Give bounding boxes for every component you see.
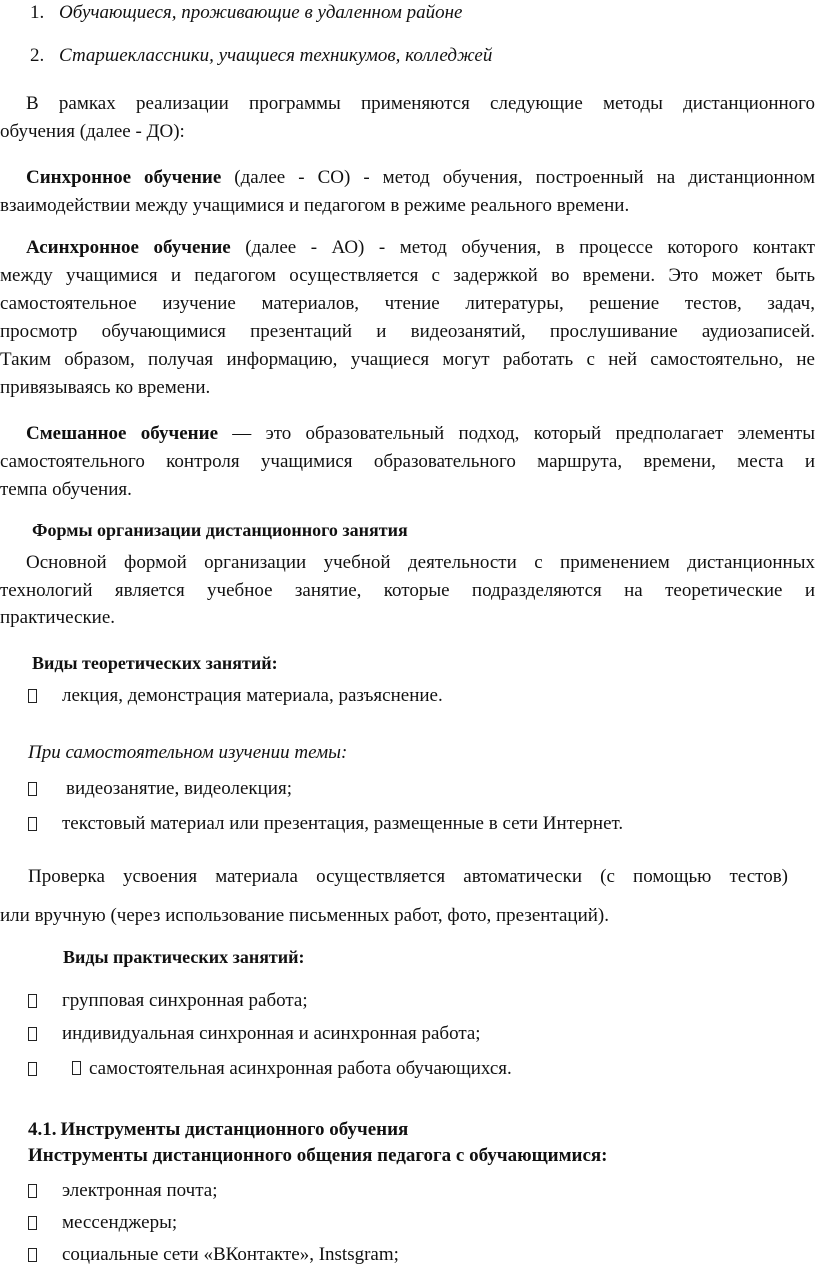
mixed-line: самостоятельного контроля учащимися образовательного маршрута, времени, места и — [0, 451, 815, 472]
self-study-list-item: текстовый материал или презентация, размещенные в сети Интернет. — [62, 813, 624, 834]
bullet-box-icon — [72, 1061, 81, 1075]
bullet-box-icon — [28, 782, 37, 796]
list-number: 1. — [30, 2, 45, 23]
bullet-box-icon — [28, 1062, 37, 1076]
theory-heading: Виды теоретических занятий: — [32, 653, 278, 673]
sync-first-line — [0, 167, 815, 189]
tools-list-item: социальные сети «ВКонтакте», Instsgram; — [62, 1244, 399, 1265]
practice-heading: Виды практических занятий: — [63, 947, 305, 967]
self-study-heading: При самостоятельном изучении темы: — [28, 742, 348, 763]
list-text: Обучающиеся, проживающие в удаленном районе — [59, 2, 463, 23]
theory-list-item: лекция, демонстрация материала, разъяснение. — [62, 685, 443, 706]
practice-list-item-3 — [72, 1058, 512, 1080]
tools-heading-line — [28, 1119, 408, 1141]
self-study-list-item: видеозанятие, видеолекция; — [66, 778, 292, 799]
tools-list-item: мессенджеры; — [62, 1212, 178, 1233]
mixed-term: Смешанное обучение — [26, 423, 218, 444]
ordered-list-item-2 — [30, 45, 492, 67]
forms-line: практические. — [0, 607, 116, 628]
bullet-box-icon — [28, 689, 37, 703]
forms-line: технологий является учебное занятие, которые подразделяются на теоретические и — [0, 580, 815, 601]
async-line: самостоятельное изучение материалов, чтение литературы, решение тестов, задач, — [0, 293, 815, 314]
practice-list-item: индивидуальная синхронная и асинхронная работа; — [62, 1023, 481, 1044]
intro-line: В рамках реализации программы применяются следующие методы дистанционного — [26, 93, 815, 114]
async-line: между учащимися и педагогом осуществляется с задержкой во времени. Это может быть — [0, 265, 815, 286]
mixed-line: темпа обучения. — [0, 479, 132, 500]
section-number: 4.1. — [28, 1119, 57, 1140]
tools-heading: Инструменты дистанционного обучения — [60, 1119, 409, 1140]
bullet-box-icon — [28, 994, 37, 1008]
async-line: просмотр обучающимися презентаций и видеозанятий, прослушивание аудиозаписей. — [0, 321, 815, 342]
async-first-line — [0, 237, 815, 259]
ordered-list-item-1 — [30, 2, 463, 24]
sync-text: (далее - СО) - метод обучения, построенный на дистанционном — [221, 167, 815, 188]
list-number: 2. — [30, 45, 45, 66]
mixed-first-line — [0, 423, 815, 445]
forms-heading: Формы организации дистанционного занятия — [32, 520, 408, 540]
async-text: (далее - АО) - метод обучения, в процессе которого контакт — [230, 237, 816, 258]
mixed-text: — это образовательный подход, который предполагает элементы — [218, 423, 815, 444]
tools-list-item: электронная почта; — [62, 1180, 218, 1201]
list-text: Старшеклассники, учащиеся техникумов, колледжей — [59, 45, 493, 66]
bullet-box-icon — [28, 1027, 37, 1041]
bullet-box-icon — [28, 1216, 37, 1230]
async-term: Асинхронное обучение — [26, 237, 231, 258]
practice-list-item: самостоятельная асинхронная работа обучающихся. — [89, 1058, 512, 1079]
check-line: или вручную (через использование письменных работ, фото, презентаций). — [0, 905, 609, 926]
intro-line: обучения (далее - ДО): — [0, 121, 185, 142]
check-line: Проверка усвоения материала осуществляется автоматически (с помощью тестов) — [28, 866, 788, 887]
async-line: привязываясь ко времени. — [0, 377, 211, 398]
bullet-box-icon — [28, 1184, 37, 1198]
practice-list-item: групповая синхронная работа; — [62, 990, 308, 1011]
async-line: Таким образом, получая информацию, учащиеся могут работать с ней самостоятельно, не — [0, 349, 815, 370]
bullet-box-icon — [28, 817, 37, 831]
sync-line: взаимодействии между учащимися и педагогом в режиме реального времени. — [0, 195, 630, 216]
forms-line: Основной формой организации учебной деятельности с применением дистанционных — [26, 552, 815, 573]
tools-subheading: Инструменты дистанционного общения педагога с обучающимися: — [28, 1145, 608, 1166]
bullet-box-icon — [28, 1248, 37, 1262]
sync-term: Синхронное обучение — [26, 167, 222, 188]
